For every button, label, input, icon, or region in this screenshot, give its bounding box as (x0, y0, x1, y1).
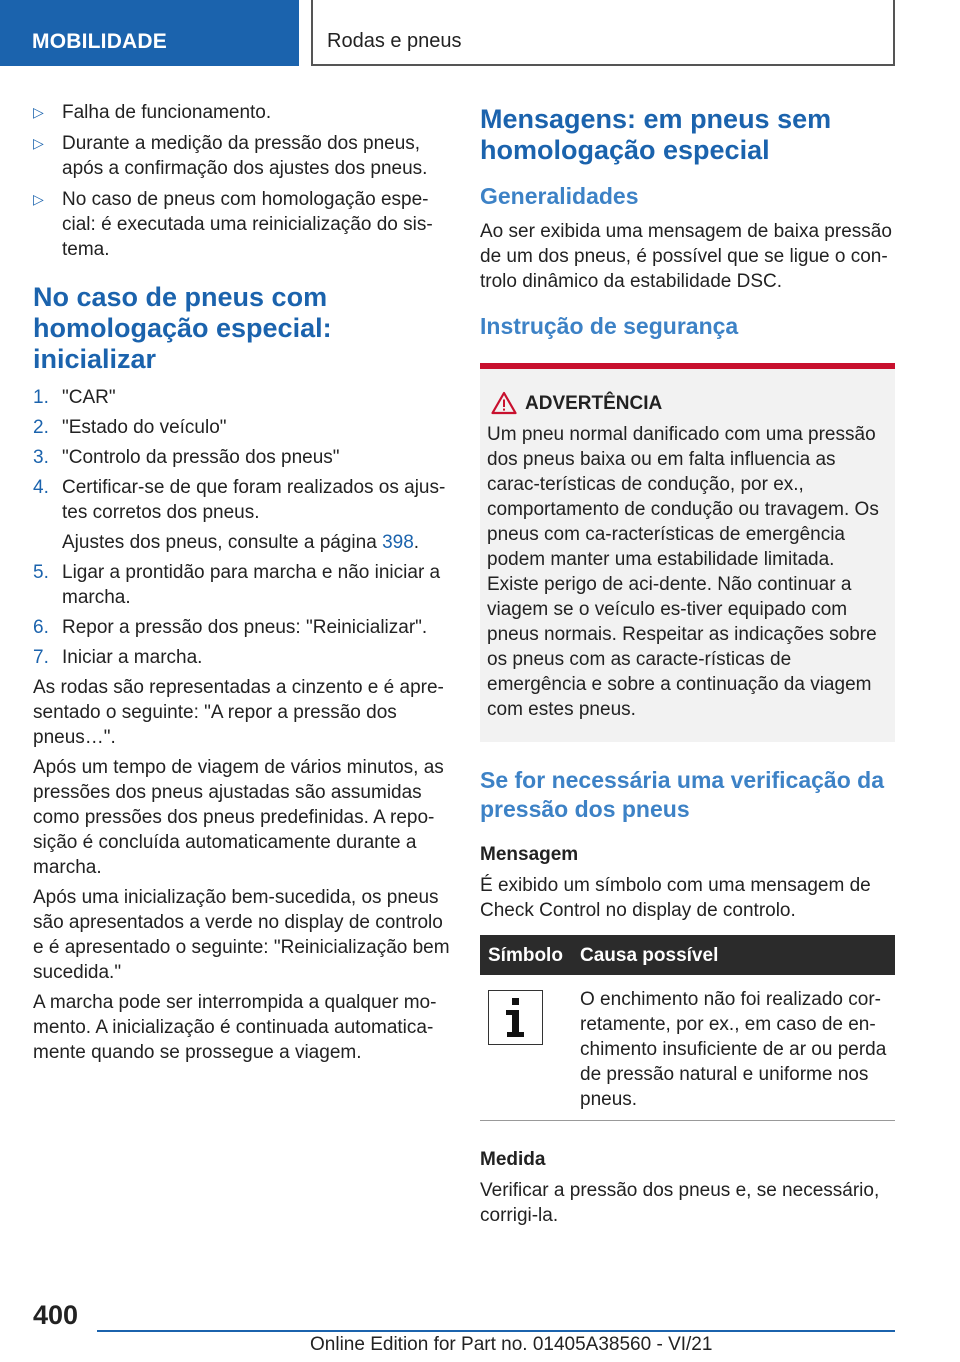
table-row (480, 975, 895, 1121)
step-item: 4. Certificar-se de que foram realizados os ajus-tes corretos dos pneus. (33, 477, 446, 523)
step-item: 6. Repor a pressão dos pneus: "Reinicializar". (33, 617, 428, 638)
warning-triangle-icon (491, 391, 517, 415)
triangle-bullet-icon: ▷ (33, 191, 44, 207)
section-heading: Mensagens: em pneus sem homologação especial (480, 104, 832, 165)
right-column (480, 100, 895, 1233)
body-paragraph: É exibido um símbolo com uma mensagem de Check Control no display de controlo. (480, 875, 871, 921)
warning-box (480, 363, 895, 742)
minor-heading: Medida (480, 1149, 546, 1170)
step-note: Ajustes dos pneus, consulte a página 398. (62, 532, 420, 553)
section-heading: No caso de pneus com homologação especial: inicializar (33, 282, 332, 374)
triangle-bullet-icon: ▷ (33, 135, 44, 151)
triangle-bullet-icon: ▷ (33, 104, 44, 120)
warning-text: Um pneu normal danificado com uma pressão dos pneus baixa ou em falta influencia as carac-terísticas de condução, por ex., comportamento de condução ou travagem. Os pneus com ca-racterísticas de emergência podem manter uma estabilidade limitada. Existe perigo de aci-dente. Não continuar a viagem se o veículo es-tiver equipado com pneus normais. Respeitar as indicações sobre os pneus com as caracte-rísticas de emergência e sobre a continuação da viagem com estes pneus. (487, 424, 879, 720)
body-paragraph: Após uma inicialização bem-sucedida, os pneus são apresentados a verde no display de controlo e é apresentado o seguinte: "Reinicialização bem sucedida." (33, 887, 450, 983)
list-item: ▷ Falha de funcionamento. (33, 102, 272, 123)
page-header (0, 0, 960, 66)
chapter-tab (311, 0, 895, 66)
list-item: ▷ Durante a medição da pressão dos pneus, após a confirmação dos ajustes dos pneus. (33, 133, 428, 179)
step-item: 2. "Estado do veículo" (33, 417, 227, 438)
column-header: Causa possível (580, 944, 719, 966)
body-paragraph: Ao ser exibida uma mensagem de baixa pressão de um dos pneus, é possível que se ligue o con-trolo dinâmico da estabilidade DSC. (480, 221, 892, 292)
left-column (33, 100, 451, 1070)
step-item: 1. "CAR" (33, 387, 116, 408)
step-item: 3. "Controlo da pressão dos pneus" (33, 447, 340, 468)
step-item: 5. Ligar a prontidão para marcha e não iniciar a marcha. (33, 562, 441, 608)
symbol-table (480, 935, 895, 1121)
minor-heading: Mensagem (480, 844, 579, 865)
chapter-label: Rodas e pneus (327, 30, 462, 52)
info-icon (488, 990, 543, 1045)
body-paragraph: Após um tempo de viagem de vários minutos, as pressões dos pneus ajustadas são assumidas como pressões dos pneus predefinidas. A repo-sição é concluída automaticamente durante a marcha. (33, 757, 444, 878)
section-label: MOBILIDADE (32, 30, 167, 53)
body-paragraph: As rodas são representadas a cinzento e é apre-sentado o seguinte: "A repor a pressão dos pneus…". (33, 677, 444, 748)
section-tab (0, 0, 299, 66)
list-item: ▷ No caso de pneus com homologação espe-cial: é executada uma reinicialização do sis-tema. (33, 189, 433, 260)
body-paragraph: A marcha pode ser interrompida a qualquer mo-mento. A inicialização é continuada automatica-mente quando se prossegue a viagem. (33, 992, 437, 1063)
warning-title: ADVERTÊNCIA (487, 391, 887, 416)
subsection-heading: Se for necessária uma verificação da pressão dos pneus (480, 767, 884, 822)
edition-footer: Online Edition for Part no. 01405A38560 - VI/21 (310, 1334, 713, 1355)
subsection-heading: Generalidades (480, 183, 639, 209)
body-paragraph: Verificar a pressão dos pneus e, se necessário, corrigi-la. (480, 1180, 880, 1226)
footer-divider (97, 1330, 895, 1332)
table-header (480, 935, 895, 975)
page-number: 400 (33, 1300, 79, 1330)
subsection-heading: Instrução de segurança (480, 313, 739, 339)
page-reference-link[interactable]: 398 (382, 532, 414, 553)
table-cell: O enchimento não foi realizado cor-retamente, por ex., em caso de en-chimento insuficiente de ar ou perda de pressão natural e uniforme nos pneus. (580, 989, 887, 1110)
step-item: 7. Iniciar a marcha. (33, 647, 203, 668)
column-header: Símbolo (488, 944, 563, 966)
